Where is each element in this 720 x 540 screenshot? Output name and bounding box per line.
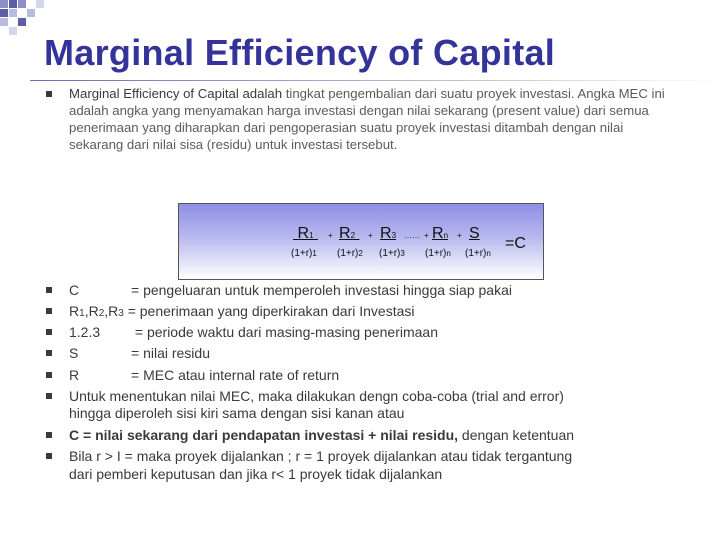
plus-sign: + — [368, 231, 373, 240]
intro-paragraph — [69, 85, 669, 153]
bullet-icon — [46, 329, 52, 335]
intro-part3: angka yang menyamakan harga investasi dengan nilai sekarang (present value) dari semua penerimaan yang diharapkan dari pengoperasian suatu proyek investasi ditambah dengan nilai sekarang dari nilai sisa (residu) untuk investasi tersebut. — [69, 103, 649, 152]
numerator-rn: Rn — [432, 225, 449, 242]
item-label: R — [69, 367, 80, 383]
plus-sign: + — [424, 231, 429, 240]
list-item — [69, 302, 414, 323]
bullet-icon — [46, 287, 52, 293]
item-bold-text: C = nilai sekarang dari pendapatan investasi + nilai residu, — [69, 427, 459, 443]
item-text: = pengeluaran untuk memperoleh investasi hingga siap pakai — [131, 282, 512, 298]
list-item — [69, 366, 339, 385]
equals-c: =C — [505, 235, 526, 252]
item-text: = penerimaan yang diperkirakan dari Investasi — [123, 303, 415, 319]
denominator-3: (1+r)3 — [379, 248, 405, 259]
bullet-icon — [46, 350, 52, 356]
item-text: = MEC atau internal rate of return — [131, 367, 340, 383]
numerator-r2: R2 — [339, 225, 356, 242]
bullet-icon — [46, 432, 52, 438]
item-text: = periode waktu dari masing-masing penerimaan — [131, 324, 438, 340]
item-label: 1.2.3 — [69, 324, 101, 340]
item-label: S — [69, 345, 79, 361]
list-item — [69, 426, 574, 445]
formula-box — [178, 203, 544, 280]
list-item-continuation — [69, 465, 442, 484]
numerator-r3: R3 — [380, 225, 397, 242]
item-text-line2: hingga diperoleh sisi kiri sama dengan sisi kanan atau — [69, 405, 405, 421]
intro-term: Marginal Efficiency of Capital — [69, 86, 239, 101]
numerator-r1: R1 — [297, 225, 314, 242]
page-title: Marginal Efficiency of Capital — [44, 32, 556, 73]
plus-sign: + — [328, 231, 333, 240]
bullet-icon — [46, 393, 52, 399]
item-label: R1,R2,R3 — [69, 303, 124, 319]
bullet-icon — [46, 372, 52, 378]
item-text: dengan ketentuan — [458, 427, 575, 443]
bullet-icon — [46, 453, 52, 459]
item-text-line1: Untuk menentukan nilai MEC, maka dilakukan dengn coba-coba (trial and error) — [69, 388, 564, 404]
denominator-2: (1+r)2 — [337, 248, 363, 259]
list-item-continuation — [69, 404, 404, 423]
item-text-line2: dari pemberi keputusan dan jika r< 1 proyek tidak dijalankan — [69, 466, 443, 482]
list-item — [69, 281, 512, 300]
numerator-s: S — [469, 225, 480, 242]
title-divider — [30, 80, 720, 81]
intro-part1: adalah — [238, 86, 286, 101]
item-text-line1: Bila r > I = maka proyek dijalankan ; r = 1 proyek dijalankan atau tidak tergantung — [69, 448, 573, 464]
list-item — [69, 447, 572, 466]
list-item — [69, 323, 438, 342]
item-label: C — [69, 282, 80, 298]
intro-part2: tingkat pengembalian dari suatu proyek investasi. Angka MEC ini adalah — [69, 86, 665, 118]
denominator-n: (1+r)n — [425, 248, 451, 259]
bullet-icon — [46, 91, 52, 97]
denominator-1: (1+r)1 — [291, 248, 317, 259]
item-text: = nilai residu — [131, 345, 210, 361]
plus-sign: + — [457, 231, 462, 240]
ellipsis: …… — [404, 231, 420, 240]
list-item — [69, 344, 210, 363]
bullet-icon — [46, 308, 52, 314]
denominator-s: (1+r)n — [465, 248, 491, 259]
